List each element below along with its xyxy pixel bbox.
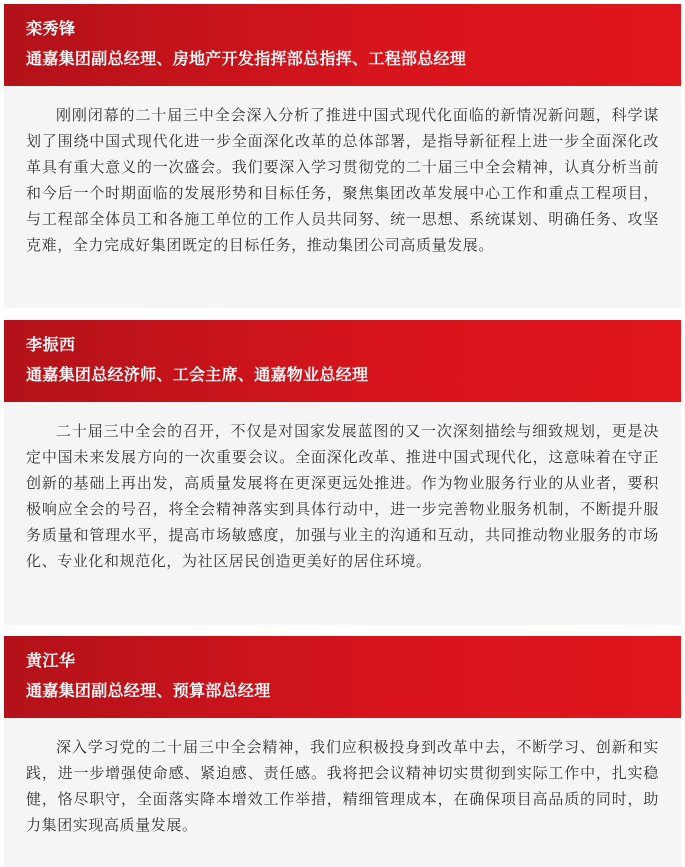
- section-body: [4, 86, 681, 308]
- person-title: 通嘉集团副总经理、预算部总经理: [26, 681, 271, 700]
- section-luan-xiufeng: [4, 4, 681, 308]
- section-header: [4, 636, 681, 718]
- person-name: 栾秀锋: [26, 19, 76, 38]
- section-body: [4, 402, 681, 625]
- statement-text: 刚刚闭幕的二十届三中全会深入分析了推进中国式现代化面临的新情况新问题，科学谋划了围绕中国式现代化进一步全面深化改革的总体部署，是指导新征程上进一步全面深化改革具有重大意义的一次盛会。我们要深入学习贯彻党的二十届三中全会精神，认真分析当前和今后一个时期面临的发展形势和目标任务，聚焦集团改革发展中心工作和重点工程项目，与工程部全体员工和各施工单位的工作人员共同努、统一思想、系统谋划、明确任务、攻坚克难，全力完成好集团既定的目标任务，推动集团公司高质量发展。: [26, 106, 659, 254]
- section-body: [4, 718, 681, 867]
- person-name: 李振西: [26, 335, 76, 354]
- statement-text: 二十届三中全会的召开，不仅是对国家发展蓝图的又一次深刻描绘与细致规划，更是决定中国未来发展方向的一次重要会议。全面深化改革、推进中国式现代化，这意味着在守正创新的基础上再出发，高质量发展将在更深更远处推进。作为物业服务行业的从业者，要积极响应全会的号召，将全会精神落实到具体行动中，进一步完善物业服务机制，不断提升服务质量和管理水平，提高市场敏感度，加强与业主的沟通和互动，共同推动物业服务的市场化、专业化和规范化，为社区居民创造更美好的居住环境。: [26, 422, 659, 570]
- person-title: 通嘉集团总经济师、工会主席、通嘉物业总经理: [26, 365, 369, 384]
- section-header: [4, 4, 681, 86]
- person-title: 通嘉集团副总经理、房地产开发指挥部总指挥、工程部总经理: [26, 49, 467, 68]
- section-li-zhenxi: [4, 320, 681, 625]
- section-huang-jianghua: [4, 636, 681, 867]
- section-header: [4, 320, 681, 402]
- statement-text: 深入学习党的二十届三中全会精神，我们应积极投身到改革中去，不断学习、创新和实践，进一步增强使命感、紧迫感、责任感。我将把会议精神切实贯彻到实际工作中，扎实稳健，恪尽职守，全面落实降本增效工作举措，精细管理成本，在确保项目高品质的同时，助力集团实现高质量发展。: [26, 738, 659, 834]
- person-name: 黄江华: [26, 651, 76, 670]
